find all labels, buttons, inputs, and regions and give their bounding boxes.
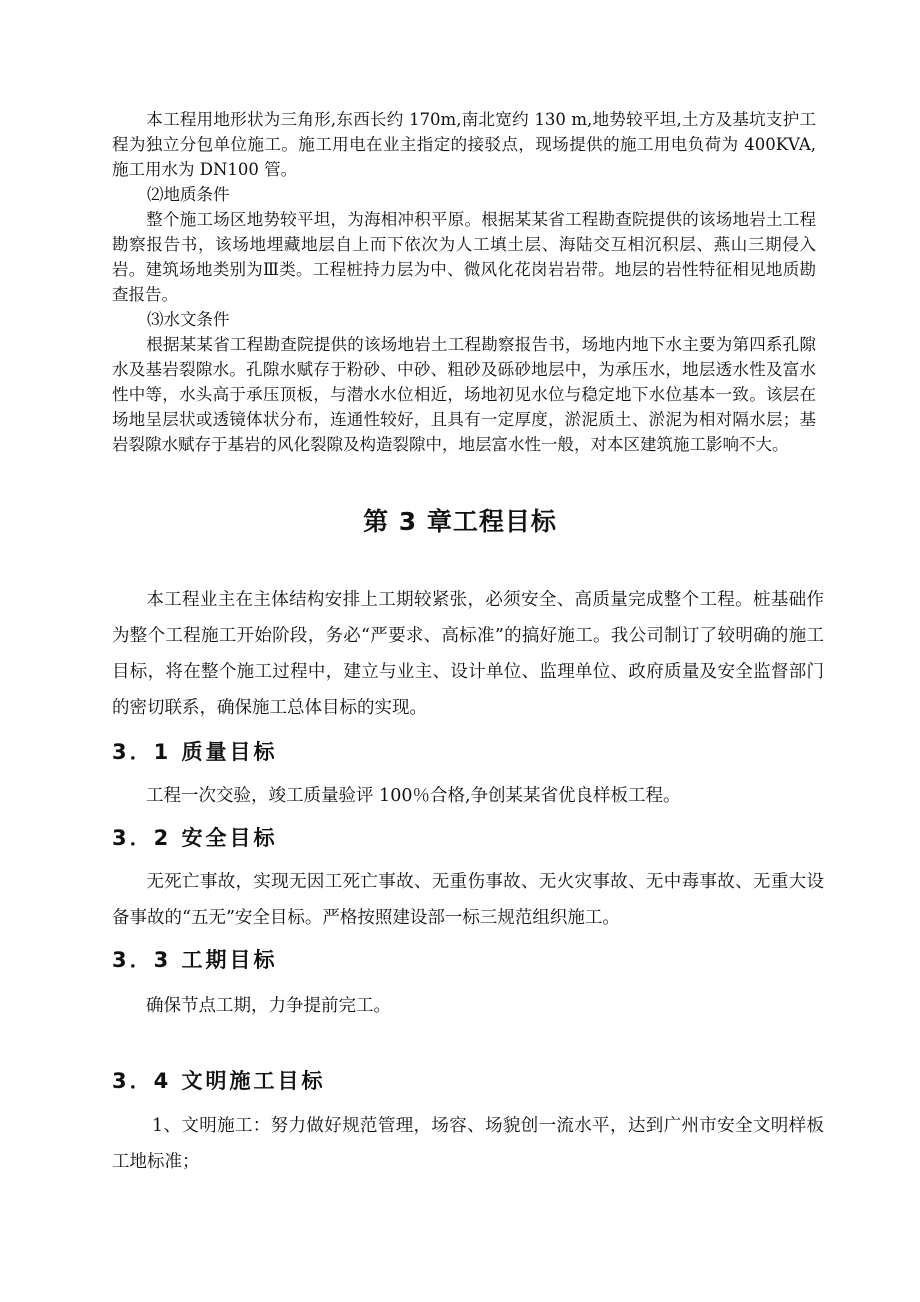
safety-goal-heading: 3．2 安全目标: [112, 826, 278, 850]
quality-goal-heading: 3．1 质量目标: [112, 740, 278, 764]
site-paragraph: 本工程用地形状为三角形,东西长约 170m,南北宽约 130 m,地势较平坦,土方及基坑支护工程为独立分包单位施工。施工用电在业主指定的接驳点，现场提供的施工用电负荷为 400KVA,施工用水为 DN100 管。: [112, 110, 816, 179]
chapter-intro-paragraph: 本工程业主在主体结构安排上工期较紧张，必须安全、高质量完成整个工程。桩基础作为整个工程施工开始阶段，务必“严要求、高标准”的搞好施工。我公司制订了较明确的施工目标，将在整个施工过程中，建立与业主、设计单位、监理单位、政府质量及安全监督部门的密切联系，确保施工总体目标的实现。: [112, 590, 824, 718]
geology-paragraph: 整个施工场区地势较平坦，为海相冲积平原。根据某某省工程勘查院提供的该场地岩土工程勘察报告书，该场地埋藏地层自上而下依次为人工填土层、海陆交互相沉积层、燕山三期侵入岩。建筑场地类别为Ⅲ类。工程桩持力层为中、微风化花岗岩岩带。地层的岩性特征相见地质勘查报告。: [112, 210, 816, 304]
civilized-construction-heading: 3．4 文明施工目标: [112, 1069, 326, 1093]
chapter-title: 第 3 章工程目标: [363, 507, 557, 536]
hydrology-subheading: ⑶水文条件: [147, 310, 230, 329]
safety-goal-text: 无死亡事故，实现无因工死亡事故、无重伤事故、无火灾事故、无中毒事故、无重大设备事故的“五无”安全目标。严格按照建设部一标三规范组织施工。: [112, 872, 824, 928]
geology-subheading: ⑵地质条件: [147, 185, 230, 204]
civilized-construction-item-1: 1、文明施工：努力做好规范管理，场容、场貌创一流水平，达到广州市安全文明样板工地标准；: [112, 1116, 824, 1172]
quality-goal-text: 工程一次交验，竣工质量验评 100％合格,争创某某省优良样板工程。: [146, 786, 681, 806]
schedule-goal-heading: 3．3 工期目标: [112, 948, 278, 972]
schedule-goal-text: 确保节点工期，力争提前完工。: [146, 996, 391, 1016]
hydrology-paragraph: 根据某某省工程勘查院提供的该场地岩土工程勘察报告书，场地内地下水主要为第四系孔隙水及基岩裂隙水。孔隙水赋存于粉砂、中砂、粗砂及砾砂地层中，为承压水，地层透水性及富水性中等，水头高于承压顶板，与潜水水位相近，场地初见水位与稳定地下水位基本一致。该层在场地呈层状或透镜体状分布，连通性较好，且具有一定厚度，淤泥质土、淤泥为相对隔水层；基岩裂隙水赋存于基岩的风化裂隙及构造裂隙中，地层富水性一般，对本区建筑施工影响不大。: [112, 335, 816, 454]
